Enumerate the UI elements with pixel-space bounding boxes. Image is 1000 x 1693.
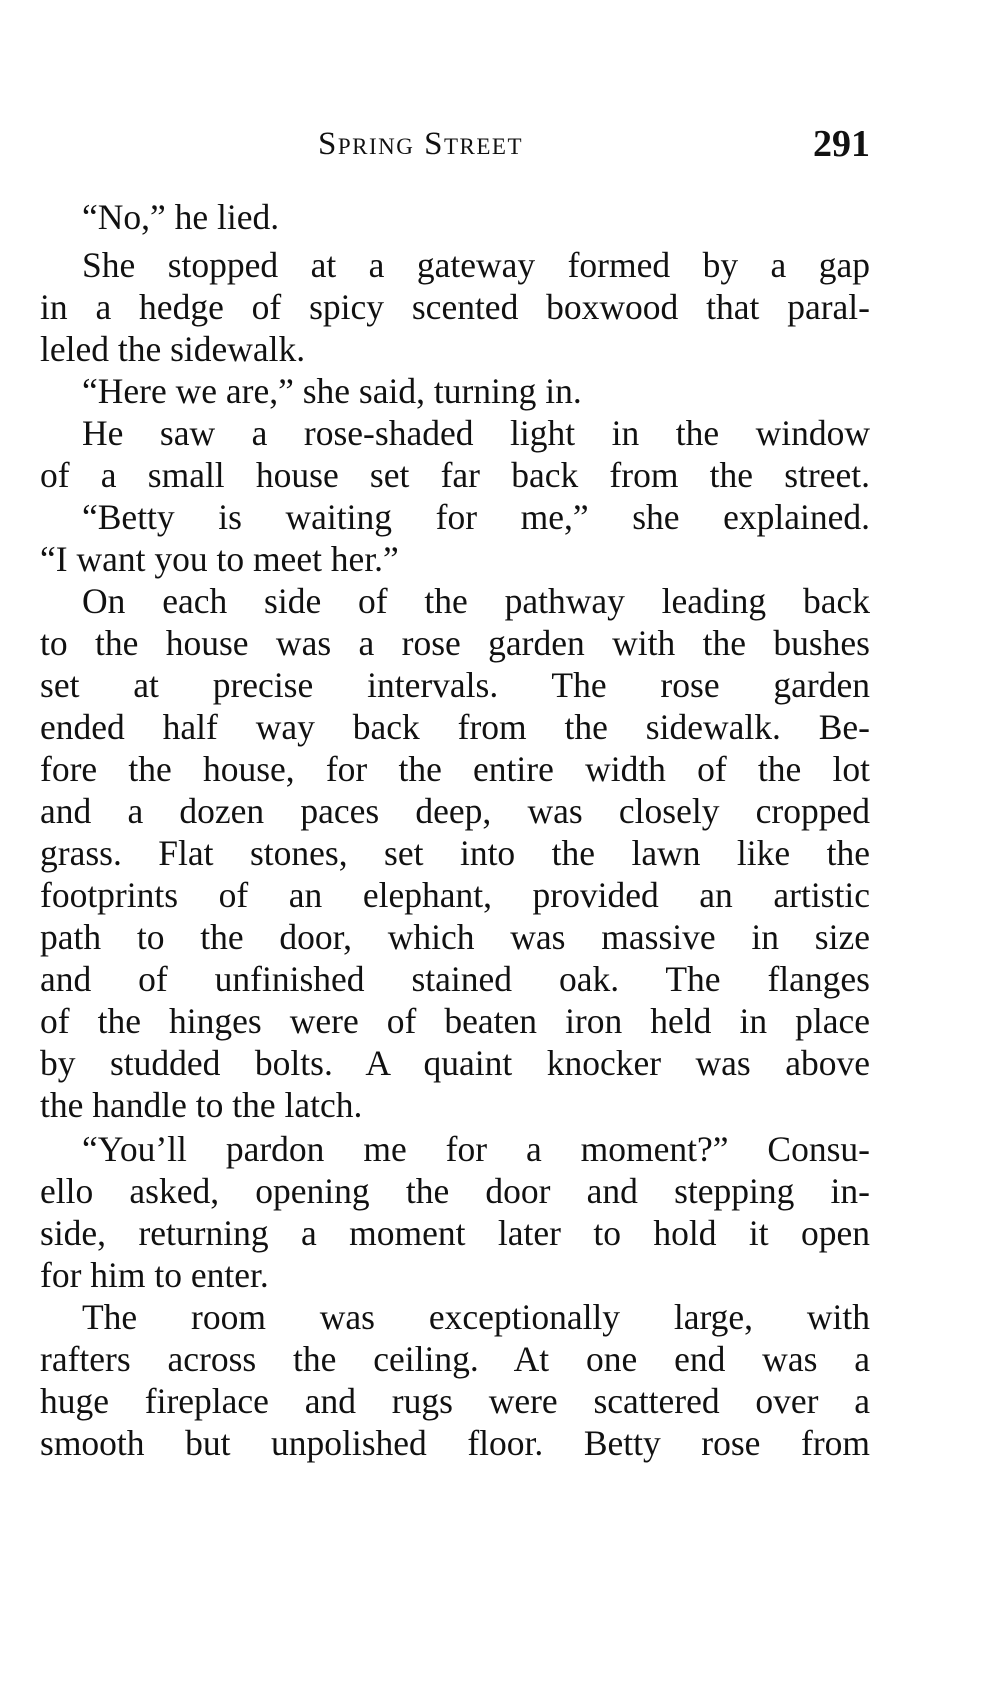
text-line: leled the sidewalk. [40,329,306,369]
text-line: of a small house set far back from the street. [40,455,870,495]
text-line: “No,” he lied. [82,197,280,237]
text-line: and a dozen paces deep, was closely cropped [40,791,870,831]
text-line: grass. Flat stones, set into the lawn like the [40,833,870,873]
text-line: and of unfinished stained oak. The flanges [40,959,870,999]
page-header [40,122,870,172]
text-line: the handle to the latch. [40,1085,363,1125]
text-line: huge fireplace and rugs were scattered over a [40,1381,870,1421]
text-line: rafters across the ceiling. At one end was a [40,1339,870,1379]
text-line: He saw a rose-shaded light in the window [82,413,870,453]
text-line: ended half way back from the sidewalk. Be- [40,707,870,747]
text-line: by studded bolts. A quaint knocker was above [40,1043,870,1083]
running-title: Spring Street [318,126,524,162]
text-line: On each side of the pathway leading back [82,581,870,621]
text-line: ello asked, opening the door and stepping in- [40,1171,870,1211]
text-line: “You’ll pardon me for a moment?” Consu- [82,1129,870,1169]
text-line: smooth but unpolished floor. Betty rose from [40,1423,870,1463]
text-line: fore the house, for the entire width of the lot [40,749,870,789]
text-line: footprints of an elephant, provided an artistic [40,875,870,915]
text-line: side, returning a moment later to hold it open [40,1213,870,1253]
text-line: in a hedge of spicy scented boxwood that paral- [40,287,870,327]
text-line: “Here we are,” she said, turning in. [82,371,582,411]
text-line: for him to enter. [40,1255,269,1295]
text-line: The room was exceptionally large, with [82,1297,870,1337]
text-line: set at precise intervals. The rose garden [40,665,870,705]
text-line: She stopped at a gateway formed by a gap [82,245,870,285]
text-line: “Betty is waiting for me,” she explained. [82,497,870,537]
page-number: 291 [813,123,870,165]
text-line: of the hinges were of beaten iron held in place [40,1001,870,1041]
text-line: path to the door, which was massive in size [40,917,870,957]
text-line: “I want you to meet her.” [40,539,399,579]
text-line: to the house was a rose garden with the bushes [40,623,870,663]
